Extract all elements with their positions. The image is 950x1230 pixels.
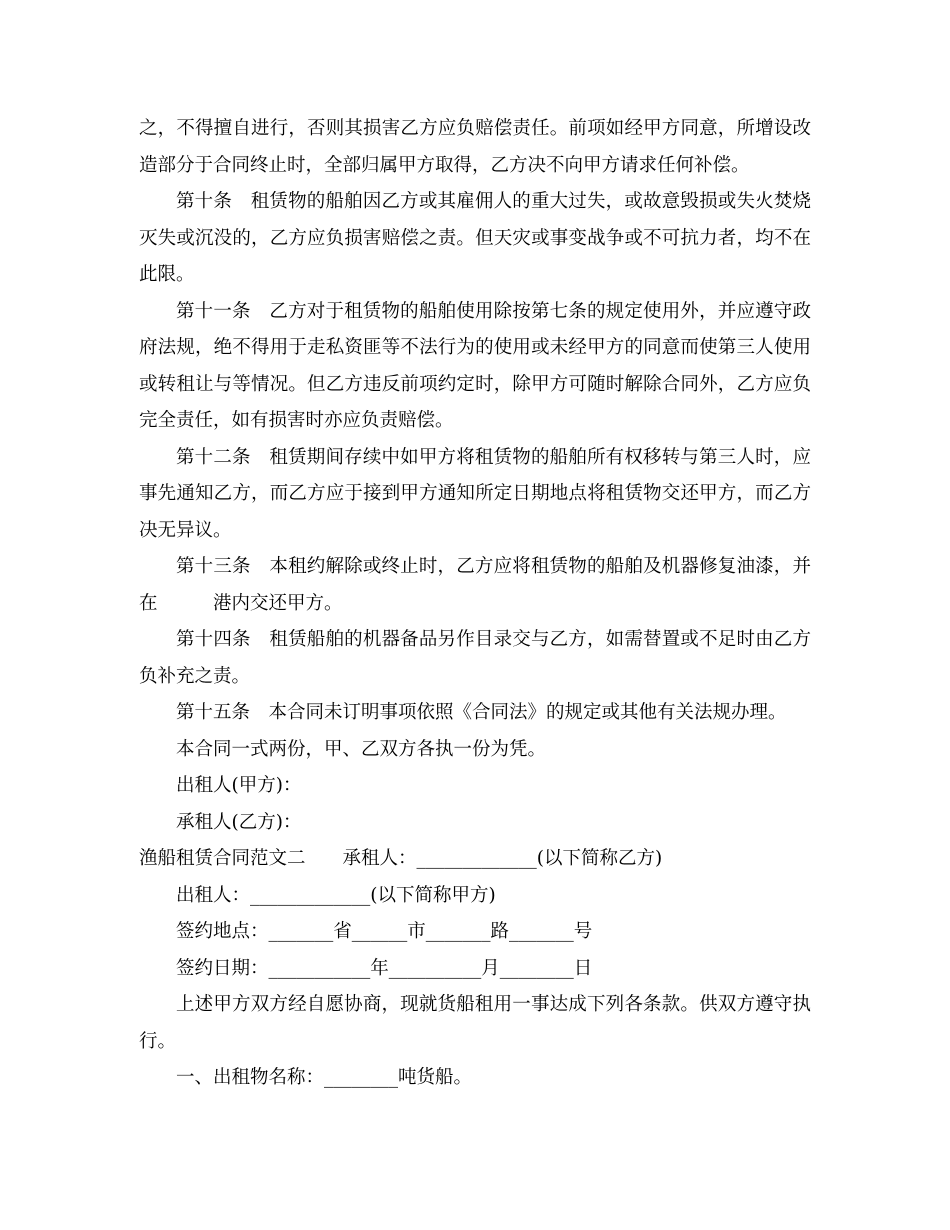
contract-body <box>139 111 811 1097</box>
text-line: 行。 <box>139 1030 177 1052</box>
text-line: 灭失或沉没的，乙方应负损害赔偿之责。但天灾或事变战争或不可抗力者，均不在 <box>139 227 811 249</box>
text-line: 负补充之责。 <box>139 665 251 687</box>
text-line: 造部分于合同终止时，全部归属甲方取得，乙方决不向甲方请求任何补偿。 <box>139 154 750 176</box>
text-line: 之，不得擅自进行，否则其损害乙方应负赔偿责任。前项如经甲方同意，所增设改 <box>139 118 811 139</box>
article-15-line: 第十五条 本合同未订明事项依照《合同法》的规定或其他有关法规办理。 <box>176 702 787 723</box>
text-line: 此限。 <box>139 264 195 285</box>
text-line: 在 港内交还甲方。 <box>139 592 343 614</box>
article-11-heading-line: 第十一条 乙方对于租赁物的船舶使用除按第七条的规定使用外，并应遵守政 <box>176 300 811 322</box>
text-line: 完全责任，如有损害时亦应负责赔偿。 <box>139 410 454 431</box>
lessee-signature-line: 承租人(乙方)： <box>176 811 302 833</box>
text-line: 事先通知乙方，而乙方应于接到甲方通知所定日期地点将租赁物交还甲方，而乙方 <box>139 483 811 504</box>
text-line: 府法规，绝不得用于走私资匪等不法行为的使用或未经甲方的同意而使第三人使用 <box>139 337 811 358</box>
lessor-field-line: 出租人：_____________(以下简称甲方) <box>176 884 496 906</box>
article-10-heading-line: 第十条 租赁物的船舶因乙方或其雇佣人的重大过失，或故意毁损或失火焚烧 <box>176 191 811 212</box>
copies-clause-line: 本合同一式两份，甲、乙双方各执一份为凭。 <box>176 738 547 760</box>
text-line: 决无异议。 <box>139 519 232 541</box>
article-12-heading-line: 第十二条 租赁期间存续中如甲方将租赁物的船舶所有权移转与第三人时，应 <box>176 446 811 468</box>
lessor-signature-line: 出租人(甲方)： <box>176 775 302 796</box>
article-13-heading-line: 第十三条 本租约解除或终止时，乙方应将租赁物的船舶及机器修复油漆，并 <box>176 556 811 577</box>
signing-place-line: 签约地点：_______省______市_______路_______号 <box>176 921 593 942</box>
article-14-heading-line: 第十四条 租赁船舶的机器备品另作目录交与乙方，如需替置或不足时由乙方 <box>176 629 811 650</box>
signing-date-line: 签约日期：___________年__________月________日 <box>176 957 593 979</box>
text-line: 或转租让与等情况。但乙方违反前项约定时，除甲方可随时解除合同外，乙方应负 <box>139 373 811 395</box>
preamble-line: 上述甲方双方经自愿协商，现就货船租用一事达成下列各条款。供双方遵守执 <box>176 994 811 1015</box>
second-contract-title-line: 渔船租赁合同范文二 承租人：_____________(以下简称乙方) <box>139 848 663 869</box>
item-1-line: 一、出租物名称：________吨货船。 <box>176 1067 473 1088</box>
